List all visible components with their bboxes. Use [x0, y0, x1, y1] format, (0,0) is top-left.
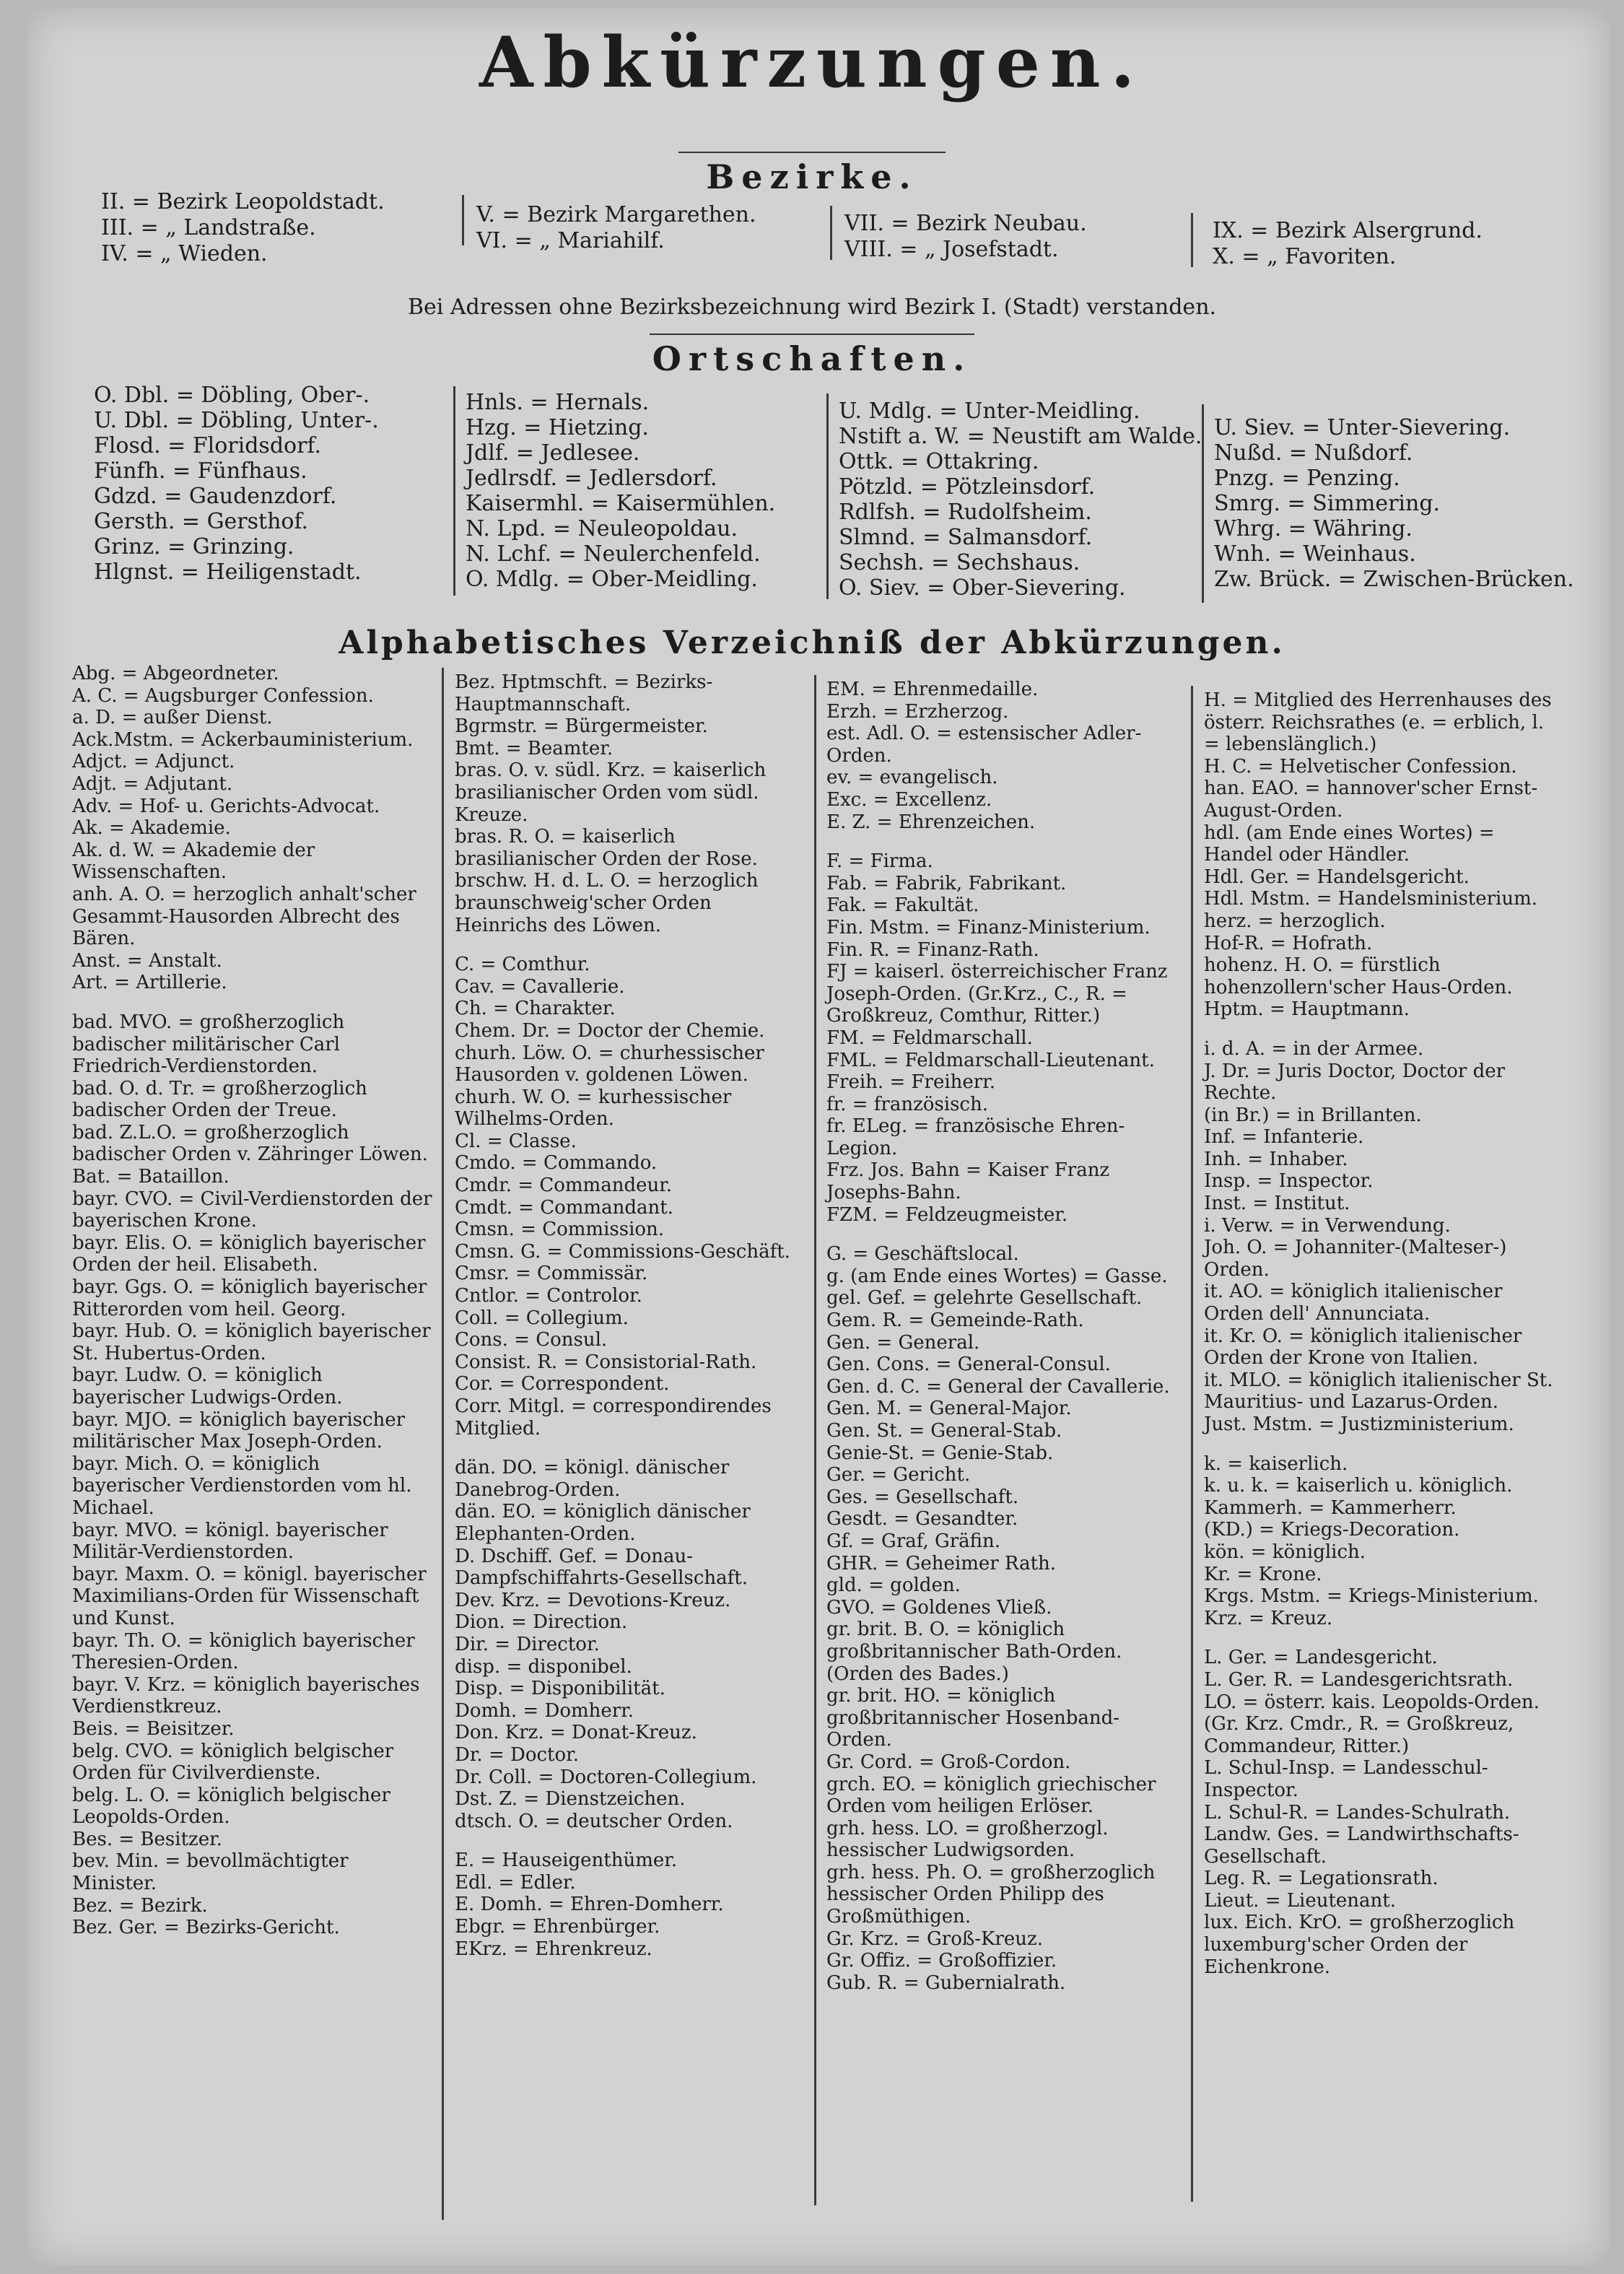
abbreviation-entry: GVO. = Goldenes Vließ. — [826, 1596, 1052, 1619]
ortschaft-entry: Gdzd. = Gaudenzdorf. — [94, 484, 337, 509]
abbreviation-entry: Dir. = Director. — [455, 1633, 600, 1655]
abbreviation-entry: Bez. = Bezirk. — [72, 1894, 208, 1917]
group-spacer — [1204, 1436, 1565, 1453]
ortschaft-entry: Flosd. = Floridsdorf. — [94, 433, 321, 458]
abbreviation-entry: dän. DO. = königl. dänischer Danebrog-Orden. — [455, 1457, 730, 1501]
abbreviation-entry: Hdl. Mstm. = Handelsministerium. — [1204, 888, 1538, 910]
abbreviation-entry: L. Schul-Insp. = Landesschul-Inspector. — [1204, 1757, 1488, 1801]
abbreviation-entry: Gr. Offiz. = Großoffizier. — [826, 1950, 1057, 1972]
bezirke-heading: Bezirke. — [706, 157, 918, 196]
abbreviation-entry: Exc. = Excellenz. — [826, 788, 992, 811]
abbreviation-entry: Bes. = Besitzer. — [72, 1828, 222, 1850]
bezirke-divider — [462, 195, 464, 245]
ortschaft-entry: Fünfh. = Fünfhaus. — [94, 458, 307, 484]
group-spacer — [455, 1832, 801, 1850]
abbreviation-entry: Hptm. = Hauptmann. — [1204, 998, 1410, 1021]
abbreviation-entry: EM. = Ehrenmedaille. — [826, 679, 1039, 700]
abbreviation-entry: Dr. = Doctor. — [455, 1743, 579, 1766]
abbreviation-entry: Gr. Krz. = Groß-Kreuz. — [826, 1927, 1043, 1950]
abbreviation-entry: Bez. Ger. = Bezirks-Gericht. — [72, 1917, 340, 1939]
abbreviation-entry: Frz. Jos. Bahn = Kaiser Franz Josephs-Bahn. — [826, 1159, 1110, 1204]
abbreviation-entry: Adjt. = Adjutant. — [72, 772, 233, 795]
abbreviation-entry: (KD.) = Kriegs-Decoration. — [1204, 1519, 1460, 1541]
abbreviation-entry: Cmsn. G. = Commissions-Geschäft. — [455, 1240, 790, 1263]
abbreviation-entry: k. u. k. = kaiserlich u. königlich. — [1204, 1475, 1513, 1497]
abbreviation-entry: Cmdr. = Commandeur. — [455, 1175, 673, 1197]
abbreviation-entry: bayr. Maxm. O. = königl. bayerischer Maximilians-Orden für Wissenschaft und Kunst. — [72, 1563, 427, 1629]
group-spacer — [826, 1226, 1180, 1243]
abbreviation-entry: it. MLO. = königlich italienischer St. Mauritius- und Lazarus-Orden. — [1204, 1369, 1553, 1413]
ortschaft-entry: Sechsh. = Sechshaus. — [839, 550, 1081, 575]
abbreviation-entry: Abg. = Abgeordneter. — [72, 663, 279, 684]
abbreviation-entry: churh. Löw. O. = churhessischer Hausorden v. goldenen Löwen. — [455, 1042, 764, 1086]
abbreviation-entry: lux. Eich. KrO. = großherzoglich luxemburg'scher Orden der Eichenkrone. — [1204, 1912, 1515, 1978]
abbreviation-entry: F. = Firma. — [826, 850, 933, 873]
abbreviation-entry: H. = Mitglied des Herrenhauses des österr. Reichsrathes (e. = erblich, l. = lebenslänglich.) — [1204, 689, 1552, 756]
abbreviation-entry: Dion. = Direction. — [455, 1611, 628, 1634]
abbreviation-entry: Dr. Coll. = Doctoren-Collegium. — [455, 1766, 757, 1788]
abbreviation-entry: gr. brit. B. O. = königlich großbritannischer Bath-Orden. (Orden des Bades.) — [826, 1619, 1122, 1685]
abbreviation-entry: Fin. Mstm. = Finanz-Ministerium. — [826, 916, 1151, 938]
abbreviation-entry: bev. Min. = bevollmächtigter Minister. — [72, 1850, 349, 1895]
abbreviation-entry: Cmsn. = Commission. — [455, 1219, 665, 1241]
ortschaft-entry: Wnh. = Weinhaus. — [1214, 541, 1416, 567]
ortschaften-col-3 — [839, 398, 1207, 601]
ortschaft-entry: U. Mdlg. = Unter-Meidling. — [839, 398, 1140, 424]
verzeichniss-divider — [814, 675, 816, 2205]
abbreviation-entry: H. C. = Helvetischer Confession. — [1204, 755, 1517, 777]
abbreviation-entry: Bmt. = Beamter. — [455, 737, 614, 759]
abbreviation-entry: Lieut. = Lieutenant. — [1204, 1889, 1396, 1912]
bezirke-entry: VIII. = „ Josefstadt. — [844, 237, 1059, 262]
page-title: Abkürzungen. — [479, 22, 1145, 103]
bezirke-col-4 — [1213, 218, 1483, 270]
abbreviation-entry: E. Domh. = Ehren-Domherr. — [455, 1894, 724, 1916]
bezirke-entry: V. = Bezirk Margarethen. — [476, 202, 756, 227]
abbreviation-entry: fr. ELeg. = französische Ehren-Legion. — [826, 1115, 1125, 1159]
abbreviation-entry: Domh. = Domherr. — [455, 1699, 634, 1722]
abbreviation-entry: Anst. = Anstalt. — [72, 949, 222, 972]
abbreviation-entry: Inh. = Inhaber. — [1204, 1148, 1348, 1170]
note-rule — [650, 334, 974, 335]
group-spacer — [455, 936, 801, 954]
abbreviation-entry: Gem. R. = Gemeinde-Rath. — [826, 1310, 1084, 1332]
abbreviation-entry: Cav. = Cavallerie. — [455, 975, 625, 998]
abbreviation-entry: Hof-R. = Hofrath. — [1204, 932, 1373, 954]
abbreviation-entry: Dev. Krz. = Devotions-Kreuz. — [455, 1589, 731, 1611]
abbreviation-entry: Adv. = Hof- u. Gerichts-Advocat. — [72, 795, 380, 817]
ortschaft-entry: Pötzld. = Pötzleinsdorf. — [839, 474, 1096, 500]
abbreviation-entry: Cmdt. = Commandant. — [455, 1196, 673, 1219]
abbreviation-entry: Cmdo. = Commando. — [455, 1152, 658, 1175]
abbreviation-entry: Gen. d. C. = General der Cavallerie. — [826, 1375, 1170, 1398]
abbreviation-entry: C. = Comthur. — [455, 954, 590, 976]
abbreviation-entry: Cor. = Correspondent. — [455, 1373, 670, 1395]
abbreviation-entry: bayr. Th. O. = königlich bayerischer Theresien-Orden. — [72, 1629, 415, 1674]
abbreviation-entry: kön. = königlich. — [1204, 1541, 1366, 1563]
ortschaften-col-1 — [94, 383, 440, 585]
verzeichniss-divider — [1191, 686, 1193, 2202]
abbreviation-entry: bayr. Ludw. O. = königlich bayerischer Ludwigs-Orden. — [72, 1364, 343, 1408]
abbreviation-entry: Inf. = Infanterie. — [1204, 1126, 1364, 1149]
abbreviation-entry: Bat. = Bataillon. — [72, 1166, 230, 1188]
abbreviation-entry: bad. O. d. Tr. = großherzoglich badischer Orden der Treue. — [72, 1077, 367, 1122]
abbreviation-entry: L. Ger. = Landesgericht. — [1204, 1647, 1438, 1669]
abbreviation-entry: Freih. = Freiherr. — [826, 1071, 996, 1094]
group-spacer — [826, 833, 1180, 850]
abbreviation-entry: churh. W. O. = kurhessischer Wilhelms-Orden. — [455, 1086, 732, 1131]
abbreviation-entry: Just. Mstm. = Justizministerium. — [1204, 1413, 1514, 1435]
abbreviation-entry: Ak. d. W. = Akademie der Wissenschaften. — [72, 839, 315, 884]
abbreviation-entry: i. Verw. = in Verwendung. — [1204, 1214, 1451, 1237]
abbreviation-entry: herz. = herzoglich. — [1204, 910, 1386, 932]
abbreviation-entry: Bez. Hptmschft. = Bezirks-Hauptmannschaft. — [455, 671, 713, 715]
abbreviation-entry: Krgs. Mstm. = Kriegs-Ministerium. — [1204, 1585, 1539, 1608]
abbreviation-entry: bad. MVO. = großherzoglich badischer militärischer Carl Friedrich-Verdienstorden. — [72, 1011, 345, 1078]
ortschaft-entry: Smrg. = Simmering. — [1214, 491, 1441, 516]
abbreviation-entry: est. Adl. O. = estensischer Adler-Orden. — [826, 723, 1142, 767]
abbreviation-entry: LO. = österr. kais. Leopolds-Orden. (Gr. Krz. Cmdr., R. = Großkreuz, Commandeur, Ritter.) — [1204, 1691, 1540, 1757]
verzeichniss-col-4 — [1204, 689, 1565, 1978]
abbreviation-entry: Fab. = Fabrik, Fabrikant. — [826, 872, 1067, 894]
bezirke-col-1 — [101, 189, 385, 267]
bezirke-entry: II. = Bezirk Leopoldstadt. — [101, 189, 385, 214]
ortschaft-entry: Zw. Brück. = Zwischen-Brücken. — [1214, 567, 1574, 592]
ortschaften-divider — [826, 393, 829, 599]
ortschaft-entry: O. Siev. = Ober-Sievering. — [839, 575, 1126, 601]
ortschaften-divider — [453, 386, 455, 596]
abbreviation-entry: bayr. MJO. = königlich bayerischer militärischer Max Joseph-Orden. — [72, 1408, 406, 1453]
ortschaften-col-2 — [466, 390, 826, 592]
ortschaften-col-4 — [1214, 415, 1597, 592]
abbreviation-entry: bras. O. v. südl. Krz. = kaiserlich brasilianischer Orden vom südl. Kreuze. — [455, 759, 767, 826]
abbreviation-entry: Dst. Z. = Dienstzeichen. — [455, 1788, 686, 1811]
abbreviation-entry: Ak. = Akademie. — [72, 817, 231, 840]
abbreviation-entry: grch. EO. = königlich griechischer Orden vom heiligen Erlöser. — [826, 1773, 1156, 1818]
abbreviation-entry: Kr. = Krone. — [1204, 1563, 1322, 1585]
abbreviation-entry: Gr. Cord. = Groß-Cordon. — [826, 1751, 1071, 1773]
bezirke-entry: IX. = Bezirk Alsergrund. — [1213, 218, 1483, 243]
group-spacer — [72, 994, 433, 1011]
abbreviation-entry: ev. = evangelisch. — [826, 767, 998, 789]
abbreviation-entry: Gub. R. = Gubernialrath. — [826, 1972, 1066, 1994]
ortschaft-entry: N. Lpd. = Neuleopoldau. — [466, 516, 738, 541]
abbreviation-entry: E. = Hauseigenthümer. — [455, 1850, 678, 1872]
abbreviation-entry: k. = kaiserlich. — [1204, 1452, 1348, 1475]
bezirke-divider — [1191, 213, 1193, 267]
bezirke-entry: VII. = Bezirk Neubau. — [844, 211, 1087, 236]
bezirke-note: Bei Adressen ohne Bezirksbezeichnung wird Bezirk I. (Stadt) verstanden. — [407, 295, 1217, 320]
abbreviation-entry: grh. hess. Ph. O. = großherzoglich hessischer Orden Philipp des Großmüthigen. — [826, 1861, 1156, 1928]
ortschaft-entry: Nußd. = Nußdorf. — [1214, 440, 1413, 466]
abbreviation-entry: Gen. St. = General-Stab. — [826, 1420, 1062, 1442]
abbreviation-entry: Leg. R. = Legationsrath. — [1204, 1868, 1439, 1890]
group-spacer — [455, 1439, 801, 1457]
abbreviation-entry: Hdl. Ger. = Handelsgericht. — [1204, 866, 1470, 888]
verzeichniss-col-3 — [826, 679, 1180, 1994]
abbreviation-entry: brschw. H. d. L. O. = herzoglich braunschweig'scher Orden Heinrichs des Löwen. — [455, 870, 759, 936]
abbreviation-entry: J. Dr. = Juris Doctor, Doctor der Rechte. — [1204, 1060, 1506, 1105]
ortschaften-divider — [1202, 404, 1204, 603]
abbreviation-entry: D. Dschiff. Gef. = Donau-Dampfschiffahrts-Gesellschaft. — [455, 1545, 748, 1590]
abbreviation-entry: Kammerh. = Kammerherr. — [1204, 1497, 1457, 1519]
abbreviation-entry: fr. = französisch. — [826, 1093, 988, 1115]
abbreviation-entry: Art. = Artillerie. — [72, 972, 227, 994]
abbreviation-entry: FZM. = Feldzeugmeister. — [826, 1203, 1068, 1226]
ortschaft-entry: Gersth. = Gersthof. — [94, 509, 309, 534]
bezirke-entry: VI. = „ Mariahilf. — [476, 228, 665, 253]
abbreviation-entry: Gen. Cons. = General-Consul. — [826, 1354, 1111, 1376]
abbreviation-entry: Fin. R. = Finanz-Rath. — [826, 938, 1039, 961]
abbreviation-entry: Cmsr. = Commissär. — [455, 1263, 648, 1285]
abbreviation-entry: FJ = kaiserl. österreichischer Franz Joseph-Orden. (Gr.Krz., C., R. = Großkreuz, Comthur, Ritter.) — [826, 961, 1168, 1027]
abbreviation-entry: bayr. V. Krz. = königlich bayerisches Verdienstkreuz. — [72, 1673, 420, 1718]
abbreviation-entry: belg. CVO. = königlich belgischer Orden für Civilverdienste. — [72, 1740, 394, 1785]
abbreviation-entry: Gen. M. = General-Major. — [826, 1398, 1072, 1420]
abbreviation-entry: bayr. Mich. O. = königlich bayerischer Verdienstorden vom hl. Michael. — [72, 1452, 412, 1519]
abbreviation-entry: bras. R. O. = kaiserlich brasilianischer Orden der Rose. — [455, 826, 758, 870]
abbreviation-entry: Fak. = Fakultät. — [826, 894, 979, 917]
abbreviation-entry: Joh. O. = Johanniter-(Malteser-) Orden. — [1204, 1237, 1507, 1281]
ortschaft-entry: Grinz. = Grinzing. — [94, 534, 294, 559]
abbreviation-entry: it. AO. = königlich italienischer Orden dell' Annunciata. — [1204, 1281, 1503, 1325]
abbreviation-entry: E. Z. = Ehrenzeichen. — [826, 811, 1036, 833]
abbreviation-entry: L. Ger. R. = Landesgerichtsrath. — [1204, 1668, 1514, 1691]
abbreviation-entry: Edl. = Edler. — [455, 1871, 576, 1894]
abbreviation-entry: Ack.Mstm. = Ackerbauministerium. — [72, 728, 414, 751]
abbreviation-entry: bayr. Hub. O. = königlich bayerischer St. Hubertus-Orden. — [72, 1320, 431, 1364]
abbreviation-entry: anh. A. O. = herzoglich anhalt'scher Gesammt-Hausorden Albrecht des Bären. — [72, 883, 416, 950]
ortschaft-entry: U. Dbl. = Döbling, Unter-. — [94, 408, 379, 433]
ortschaft-entry: Nstift a. W. = Neustift am Walde. — [839, 424, 1202, 449]
abbreviation-entry: EKrz. = Ehrenkreuz. — [455, 1938, 652, 1960]
group-spacer — [1204, 1629, 1565, 1647]
abbreviation-entry: Ch. = Charakter. — [455, 998, 616, 1020]
ortschaft-entry: Rdlfsh. = Rudolfsheim. — [839, 500, 1092, 525]
abbreviation-entry: bayr. CVO. = Civil-Verdienstorden der bayerischen Krone. — [72, 1188, 432, 1232]
abbreviation-entry: Gen. = General. — [826, 1331, 980, 1354]
abbreviation-entry: i. d. A. = in der Armee. — [1204, 1037, 1424, 1060]
abbreviation-entry: Landw. Ges. = Landwirthschafts-Gesellschaft. — [1204, 1824, 1519, 1868]
abbreviation-entry: hohenz. H. O. = fürstlich hohenzollern'scher Haus-Orden. — [1204, 954, 1513, 998]
abbreviation-entry: bayr. Elis. O. = königlich bayerischer Orden der heil. Elisabeth. — [72, 1232, 426, 1276]
abbreviation-entry: Ebgr. = Ehrenbürger. — [455, 1916, 660, 1938]
abbreviation-entry: Insp. = Inspector. — [1204, 1170, 1374, 1193]
abbreviation-entry: Cl. = Classe. — [455, 1130, 577, 1152]
ortschaft-entry: Hnls. = Hernals. — [466, 390, 650, 415]
ortschaft-entry: Slmnd. = Salmansdorf. — [839, 525, 1093, 550]
abbreviation-entry: Erzh. = Erzherzog. — [826, 700, 1009, 723]
ortschaft-entry: Jdlf. = Jedlesee. — [466, 440, 640, 466]
abbreviation-entry: Consist. R. = Consistorial-Rath. — [455, 1351, 757, 1373]
abbreviation-entry: Chem. Dr. = Doctor der Chemie. — [455, 1019, 765, 1042]
abbreviation-entry: Corr. Mitgl. = correspondirendes Mitglied. — [455, 1395, 772, 1439]
abbreviation-entry: G. = Geschäftslocal. — [826, 1243, 1019, 1265]
bezirke-divider — [830, 206, 832, 260]
ortschaft-entry: Ottk. = Ottakring. — [839, 449, 1039, 474]
abbreviation-entry: Gesdt. = Gesandter. — [826, 1508, 1018, 1530]
abbreviation-entry: Ges. = Gesellschaft. — [826, 1486, 1019, 1508]
abbreviation-entry: Cntlor. = Controlor. — [455, 1285, 642, 1307]
bezirke-entry: IV. = „ Wieden. — [101, 241, 268, 266]
bezirke-entry: III. = „ Landstraße. — [101, 215, 316, 240]
abbreviation-entry: Ger. = Gericht. — [826, 1464, 971, 1486]
verzeichniss-heading: Alphabetisches Verzeichniß der Abkürzungen. — [339, 624, 1285, 661]
abbreviation-entry: g. (am Ende eines Wortes) = Gasse. — [826, 1265, 1168, 1287]
abbreviation-entry: Gf. = Graf, Gräfin. — [826, 1530, 1001, 1552]
abbreviation-entry: Coll. = Collegium. — [455, 1307, 629, 1329]
ortschaft-entry: Hlgnst. = Heiligenstadt. — [94, 559, 362, 585]
abbreviation-entry: Cons. = Consul. — [455, 1329, 608, 1351]
abbreviation-entry: L. Schul-R. = Landes-Schulrath. — [1204, 1801, 1511, 1824]
abbreviation-entry: Krz. = Kreuz. — [1204, 1607, 1333, 1629]
abbreviation-entry: bayr. MVO. = königl. bayerischer Militär-Verdienstorden. — [72, 1519, 388, 1564]
ortschaft-entry: Pnzg. = Penzing. — [1214, 466, 1400, 491]
group-spacer — [1204, 1021, 1565, 1038]
abbreviation-entry: (in Br.) = in Brillanten. — [1204, 1104, 1422, 1126]
abbreviation-entry: Genie-St. = Genie-Stab. — [826, 1442, 1054, 1464]
abbreviation-entry: belg. L. O. = königlich belgischer Leopolds-Orden. — [72, 1784, 390, 1829]
abbreviation-entry: a. D. = außer Dienst. — [72, 707, 273, 729]
abbreviation-entry: gld. = golden. — [826, 1574, 961, 1597]
abbreviation-entry: hdl. (am Ende eines Wortes) = Handel oder Händler. — [1204, 822, 1495, 866]
verzeichniss-col-2 — [455, 671, 801, 1960]
abbreviation-entry: gel. Gef. = gelehrte Gesellschaft. — [826, 1287, 1143, 1310]
abbreviation-entry: Adjct. = Adjunct. — [72, 751, 235, 773]
bezirke-entry: X. = „ Favoriten. — [1213, 244, 1397, 269]
ortschaft-entry: Jedlrsdf. = Jedlersdorf. — [466, 466, 717, 491]
ortschaften-heading: Ortschaften. — [652, 339, 972, 378]
abbreviation-entry: bad. Z.L.O. = großherzoglich badischer Orden v. Zähringer Löwen. — [72, 1121, 428, 1166]
abbreviation-entry: Inst. = Institut. — [1204, 1193, 1350, 1215]
ortschaft-entry: O. Dbl. = Döbling, Ober-. — [94, 383, 370, 408]
abbreviation-entry: it. Kr. O. = königlich italienischer Orden der Krone von Italien. — [1204, 1325, 1522, 1369]
bezirke-col-2 — [476, 202, 756, 254]
abbreviation-entry: GHR. = Geheimer Rath. — [826, 1552, 1057, 1574]
abbreviation-entry: gr. brit. HO. = königlich großbritannischer Hosenband-Orden. — [826, 1685, 1120, 1751]
verzeichniss-divider — [442, 668, 444, 2220]
abbreviation-entry: grh. hess. LO. = großherzogl. hessischer Ludwigsorden. — [826, 1817, 1109, 1862]
abbreviation-entry: disp. = disponibel. — [455, 1655, 632, 1678]
abbreviation-entry: han. EAO. = hannover'scher Ernst-August-Orden. — [1204, 777, 1538, 822]
abbreviation-entry: FM. = Feldmarschall. — [826, 1027, 1033, 1049]
abbreviation-entry: Disp. = Disponibilität. — [455, 1678, 665, 1700]
abbreviation-entry: Bgrmstr. = Bürgermeister. — [455, 715, 708, 738]
ortschaft-entry: N. Lchf. = Neulerchenfeld. — [466, 541, 761, 567]
abbreviation-entry: bayr. Ggs. O. = königlich bayerischer Ritterorden vom heil. Georg. — [72, 1276, 427, 1320]
abbreviation-entry: Don. Krz. = Donat-Kreuz. — [455, 1722, 697, 1744]
verzeichniss-col-1 — [72, 663, 433, 1939]
bezirke-col-3 — [844, 211, 1087, 263]
abbreviation-entry: dän. EO. = königlich dänischer Elephanten-Orden. — [455, 1501, 751, 1545]
abbreviation-entry: A. C. = Augsburger Confession. — [72, 684, 374, 707]
abbreviation-entry: FML. = Feldmarschall-Lieutenant. — [826, 1049, 1155, 1071]
abbreviation-entry: Beis. = Beisitzer. — [72, 1717, 235, 1740]
ortschaft-entry: Whrg. = Währing. — [1214, 516, 1413, 541]
ortschaft-entry: Hzg. = Hietzing. — [466, 415, 649, 440]
ortschaft-entry: Kaisermhl. = Kaisermühlen. — [466, 491, 776, 516]
abbreviation-entry: dtsch. O. = deutscher Orden. — [455, 1810, 733, 1832]
title-rule — [678, 152, 946, 153]
ortschaft-entry: U. Siev. = Unter-Sievering. — [1214, 415, 1511, 440]
ortschaft-entry: O. Mdlg. = Ober-Meidling. — [466, 567, 758, 592]
